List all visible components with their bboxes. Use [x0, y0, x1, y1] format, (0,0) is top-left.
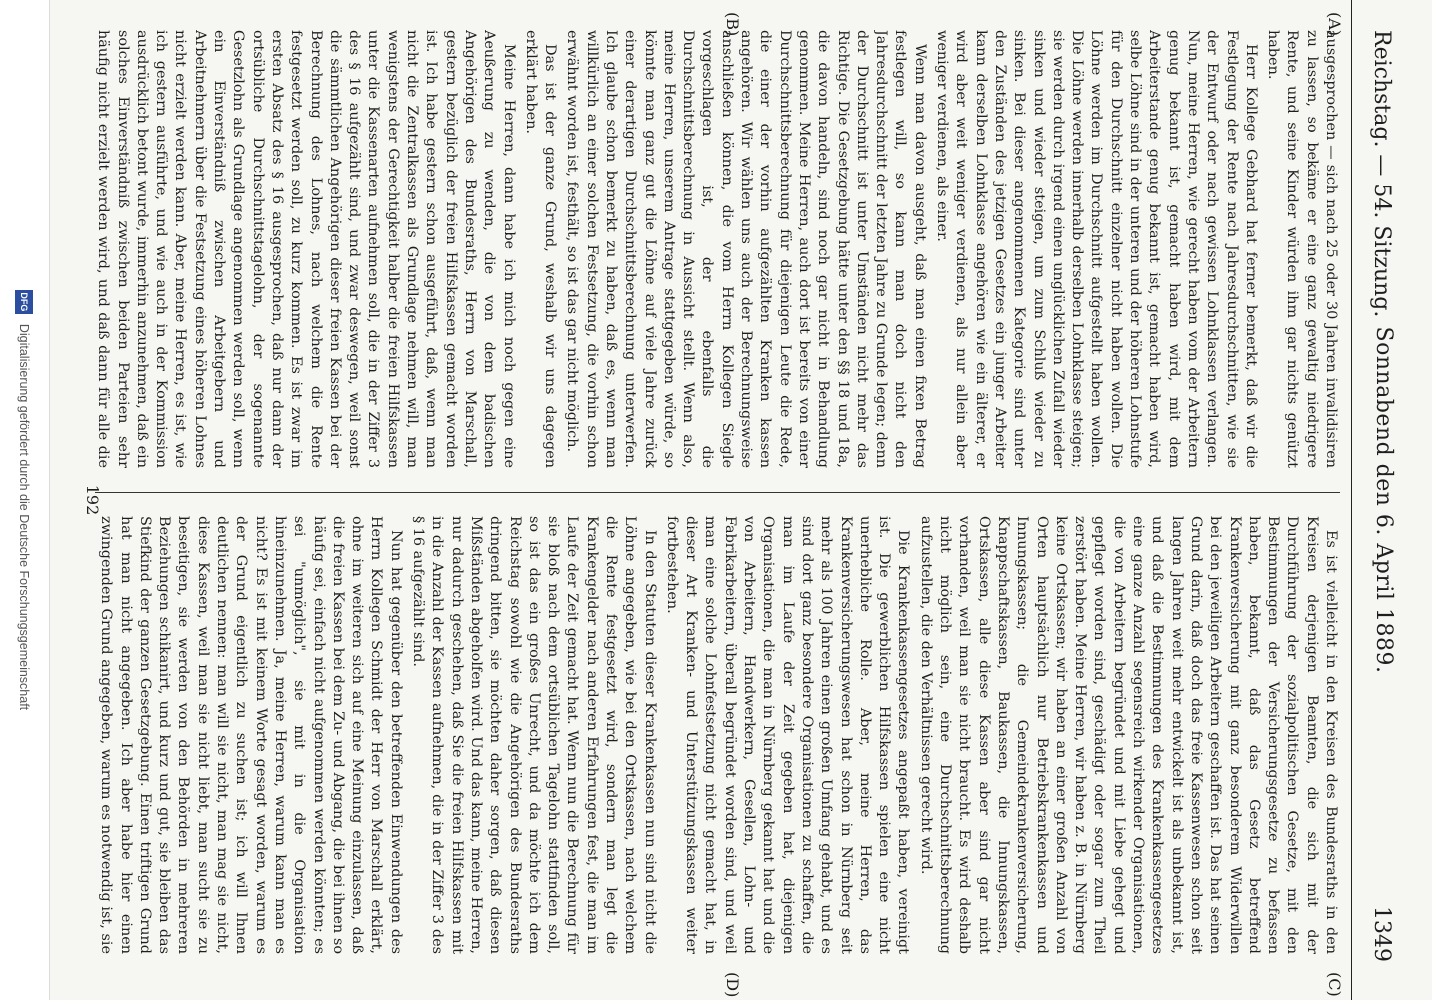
digitization-footer: [0, 0, 50, 1000]
paragraph: Nun hat gegenüber den betreffenden Einwendungen des Herrn Kollegen Schmidt der Herr von Marschall erklärt, ohne im weiteren sich auf eine Meinung einzulassen, daß die freien Kassen bei dem Zu- und Abgang, die bei ihnen so häufig sei, einfach nicht aufgenommen werden könnten; es sei "unmöglich", sie mit in die Organisation hineinzunehmen. Ja, meine Herren, warum kann man es nicht? Es ist mit keinem Worte gesagt worden, warum es der Grund eigentlich zu suchen ist; ich will Ihnen deutlichen nennen: man will sie nicht, man mag sie nicht, diese Kassen, weil man sie nicht liebt, man sucht sie zu beseitigen, sie werden von den Behörden in mehreren Beziehungen schikanirt, und kurz und gut, sie bleiben das Stiefkind der ganzen Gesetzgebung. Einen triftigen Grund hat man nicht angegeben. Ich aber habe hier einen zwingenden Grund angegeben, warum es notwendig ist, sie: [98, 516, 404, 954]
header-date: Sonnabend den 6. April 1889.: [1371, 326, 1396, 674]
margin-mark-b: (B): [723, 12, 742, 37]
paragraph: ausgesprochen — sich nach 25 oder 30 Jahren invalidisiren zu lassen, so bekäme er eine ganz gewaltig niedrigere Rente, und seine Kinder würden ihm gar nichts genützt haben.: [1265, 30, 1339, 468]
digitization-credit: Digitalisierung gefördert durch die Deutsche Forschungsgemeinschaft: [17, 323, 31, 711]
header-session-title: Reichstag. — 54. Sitzung.: [1369, 30, 1394, 318]
margin-mark-d: (D): [723, 972, 742, 998]
paragraph: In den Statuten dieser Krankenkassen nun sind nicht die Löhne angegeben, wie bei den Ortskassen, nach welchem die Rente festgesetzt wird, sondern man legt die Krankengelder nach anderen Erfahrungen fest, die man im Laufe der Zeit gemacht hat. Wenn nun die Berechnung für sie bloß nach dem ortsüblichen Tagelohn stattfinden soll, so ist das ein großes Unrecht, und da möchte ich dem Reichstag sowohl wie die Angehörigen des Bundesraths dringend bitten, sie möchten daher sorgen, daß diesen Mißständen abgeholfen wird. Und das kann, meine Herren, nur dadurch geschehen, daß Sie die freien Hilfskassen mit in die Anzahl der Kassen aufnehmen, die in der Ziffer 3 des § 16 aufgezählt sind.: [410, 516, 658, 954]
paragraph: Die Krankenkassengesetzes angepaßt haben, vereinigt ist. Die gewerblichen Hilfskassen spielen eine nicht unerhebliche Rolle. Aber, meine Herren, das Krankenversicherungswesen hat schon in Nürnberg seit mehr als 100 Jahren einen großen Umfang gehabt, und es sind dort ganz besondere Organisationen zu schaffen, die man im Laufe der Zeit gegeben hat, diejenigen Organisationen, die man in Nürnberg gekannt hat und die von Arbeitern, Handwerkern, Gesellen, Lohn- und Fabrikarbeitern, überall begründet worden sind, und weil man eine solche Lohnfestsetzung nicht gemacht hat, in dieser Art Kranken- und Unterstützungskassen weiter fortbestehen.: [663, 516, 912, 954]
bottom-page-number: 192: [83, 484, 102, 516]
margin-mark-a: (A): [1325, 12, 1344, 37]
right-text-column: [95, 516, 1340, 954]
paragraph: Meine Herren, dann habe ich mich noch gegen eine Aeußerung zu wenden, die von dem badischen Angehörigen des Bundesraths, Herrn von Marschall, gestern bezüglich der freien Hilfskassen gemacht worden ist. Ich habe gestern schon ausgeführt, daß, wenn man nicht die Zentralkassen als Grundlage nehmen will, man wenigstens der Gerechtigkeit halber die freien Hilfskassen unter die Kassenarten aufnehmen soll, die in der Ziffer 3 des § 16 aufgezählt sind, und zwar deswegen, weil sonst die sämmtlichen Angehörigen dieser freien Kassen bei der Berechnung des Lohnes, nach welchem die Rente festgesetzt werden soll, zu kurz kommen. Es ist zwar im ersten Absatz des § 16 ausgesprochen, daß nur dann der ortsübliche Durchschnittstagelohn, der sogenannte Gesetzlohn als Grundlage angenommen werden soll, wenn ein Einverständniß zwischen Arbeitgebern und Arbeitnehmern über die Festsetzung eines höheren Lohnes nicht erzielt werden kann. Aber, meine Herren, es ist, wie ich gestern ausführte, und wie auch in der Kommission ausdrücklich betont wurde, immerhin anzunehmen, daß ein solches Einverständniß zwischen beiden Parteien sehr häufig nicht erzielt werden wird, und daß dann für alle die: [95, 30, 517, 468]
paragraph: Herr Kollege Gebhard hat ferner bemerkt, daß wir die Festlegung der Rente nach Jahresdurchschnitten, wie sie der Entwurf oder nach gewissen Lohnklassen verlangen. Nun, meine Herren, wie gerecht haben vom der Arbeitern genug bekannt ist, gemacht haben wird, mit dem Arbeiterstande genug bekannt ist, gemacht haben wird, selbe Löhne sind in der unteren und der höheren Lohnstufe für den Durchschnitt einzelner nicht haben wollen. Die Löhne werden im Durchschnitt aufgestellt haben wollen. Die Löhne werden innerhalb derselben Lohnklasse steigen; sie werden durch irgend einen unglücklichen Zufall wieder sinken und wieder steigen, um zum Schluß wieder zu sinken. Bei dieser angenommenen Kategorie sind unter den Zuständen des jetzigen Gesetzes ein junger Arbeiter kann derselben Lohnklasse angehören wie ein älterer, er wird aber weit weniger verdienen, als nur allein aber weniger verdienen, als einer.: [934, 30, 1259, 468]
paragraph: Das ist der ganze Grund, weshalb wir uns dagegen erklärt haben.: [522, 30, 559, 468]
column-divider: [95, 492, 1340, 493]
paragraph: Wenn man davon ausgeht, daß man einen fixen Betrag festlegen will, so kann man doch nicht den Jahresdurchschnitt der letzten Jahre zu Grunde legen; denn der Durchschnitt ist unter Umständen nicht mehr das Richtige. Die Gesetzgebung hätte unter den §§ 18 und 18a, die davon handeln, sind noch gar nicht in Behandlung genommen. Meine Herren, auch dort ist bereits von einer Durchschnittsberechnung für diejenigen Leute die Rede, die einer der vorhin aufgezählten Kranken kassen angehören. Wir wählen uns auch der Berechnungsweise anschließen können, die vom Herrn Kollegen Siegle vorgeschlagen ist, der ebenfalls die Durchschnittsberechnung in Aussicht stellt. Wenn also, meine Herren, unserem Antrage stattgegeben würde, so könnte man ganz gut die Löhne auf viele Jahre zurück einer derartigen Durchschnittsberechnung unterwerfen. Ich glaube schon bemerkt zu haben, daß es, wenn man willkürlich an einer solchen Festsetzung, die vorhin schon erwähnt worden ist, festhält, so ist das gar nicht möglich.: [564, 30, 928, 468]
left-text-column: [95, 30, 1340, 468]
margin-mark-c: (C): [1325, 972, 1344, 997]
dfg-logo-icon: DFG: [15, 290, 33, 314]
header-page-number: 1349: [1369, 906, 1394, 962]
header-rule: [1351, 0, 1352, 1000]
paragraph: Es ist vielleicht in den Kreisen des Bundesraths in den Kreisen derjenigen Beamten, die sich mit der Durchführung der sozialpolitischen Gesetze, mit den Bestimmungen der Versicherungsgesetze zu befassen haben, bekannt, daß das Gesetz betreffend Krankenversicherung mit ganz besonderem Widerwillen bei den jeweiligen Arbeitern geschaffen ist. Das hat seinen Grund darin, daß doch das freie Kassenwesen schon seit langen Jahren weit mehr entwickelt ist als unbekannt ist, und daß die Bestimmungen des Krankenkassengesetzes eine ganze Anzahl segensreich wirkender Organisationen, die von Arbeitern begründet und mit Liebe gehegt und gepflegt worden sind, geschädigt oder sogar zum Theil zerstört haben. Meine Herren, wir haben z. B. in Nürnberg keine Ortskassen; wir haben an einer großen Anzahl von Orten hauptsächlich nur Betriebskrankenkassen und Innungskassen; die Gemeindekrankenversicherung, Knappschaftskassen, Baukassen, die Innungskassen, Ortskassen, alle diese Kassen aber sind gar nicht vorhanden, weil man sie nicht braucht. Es wird deshalb nicht möglich sein, eine Durchschnittsberechnung aufzustellen, die den Verhältnissen gerecht wird.: [917, 516, 1339, 954]
